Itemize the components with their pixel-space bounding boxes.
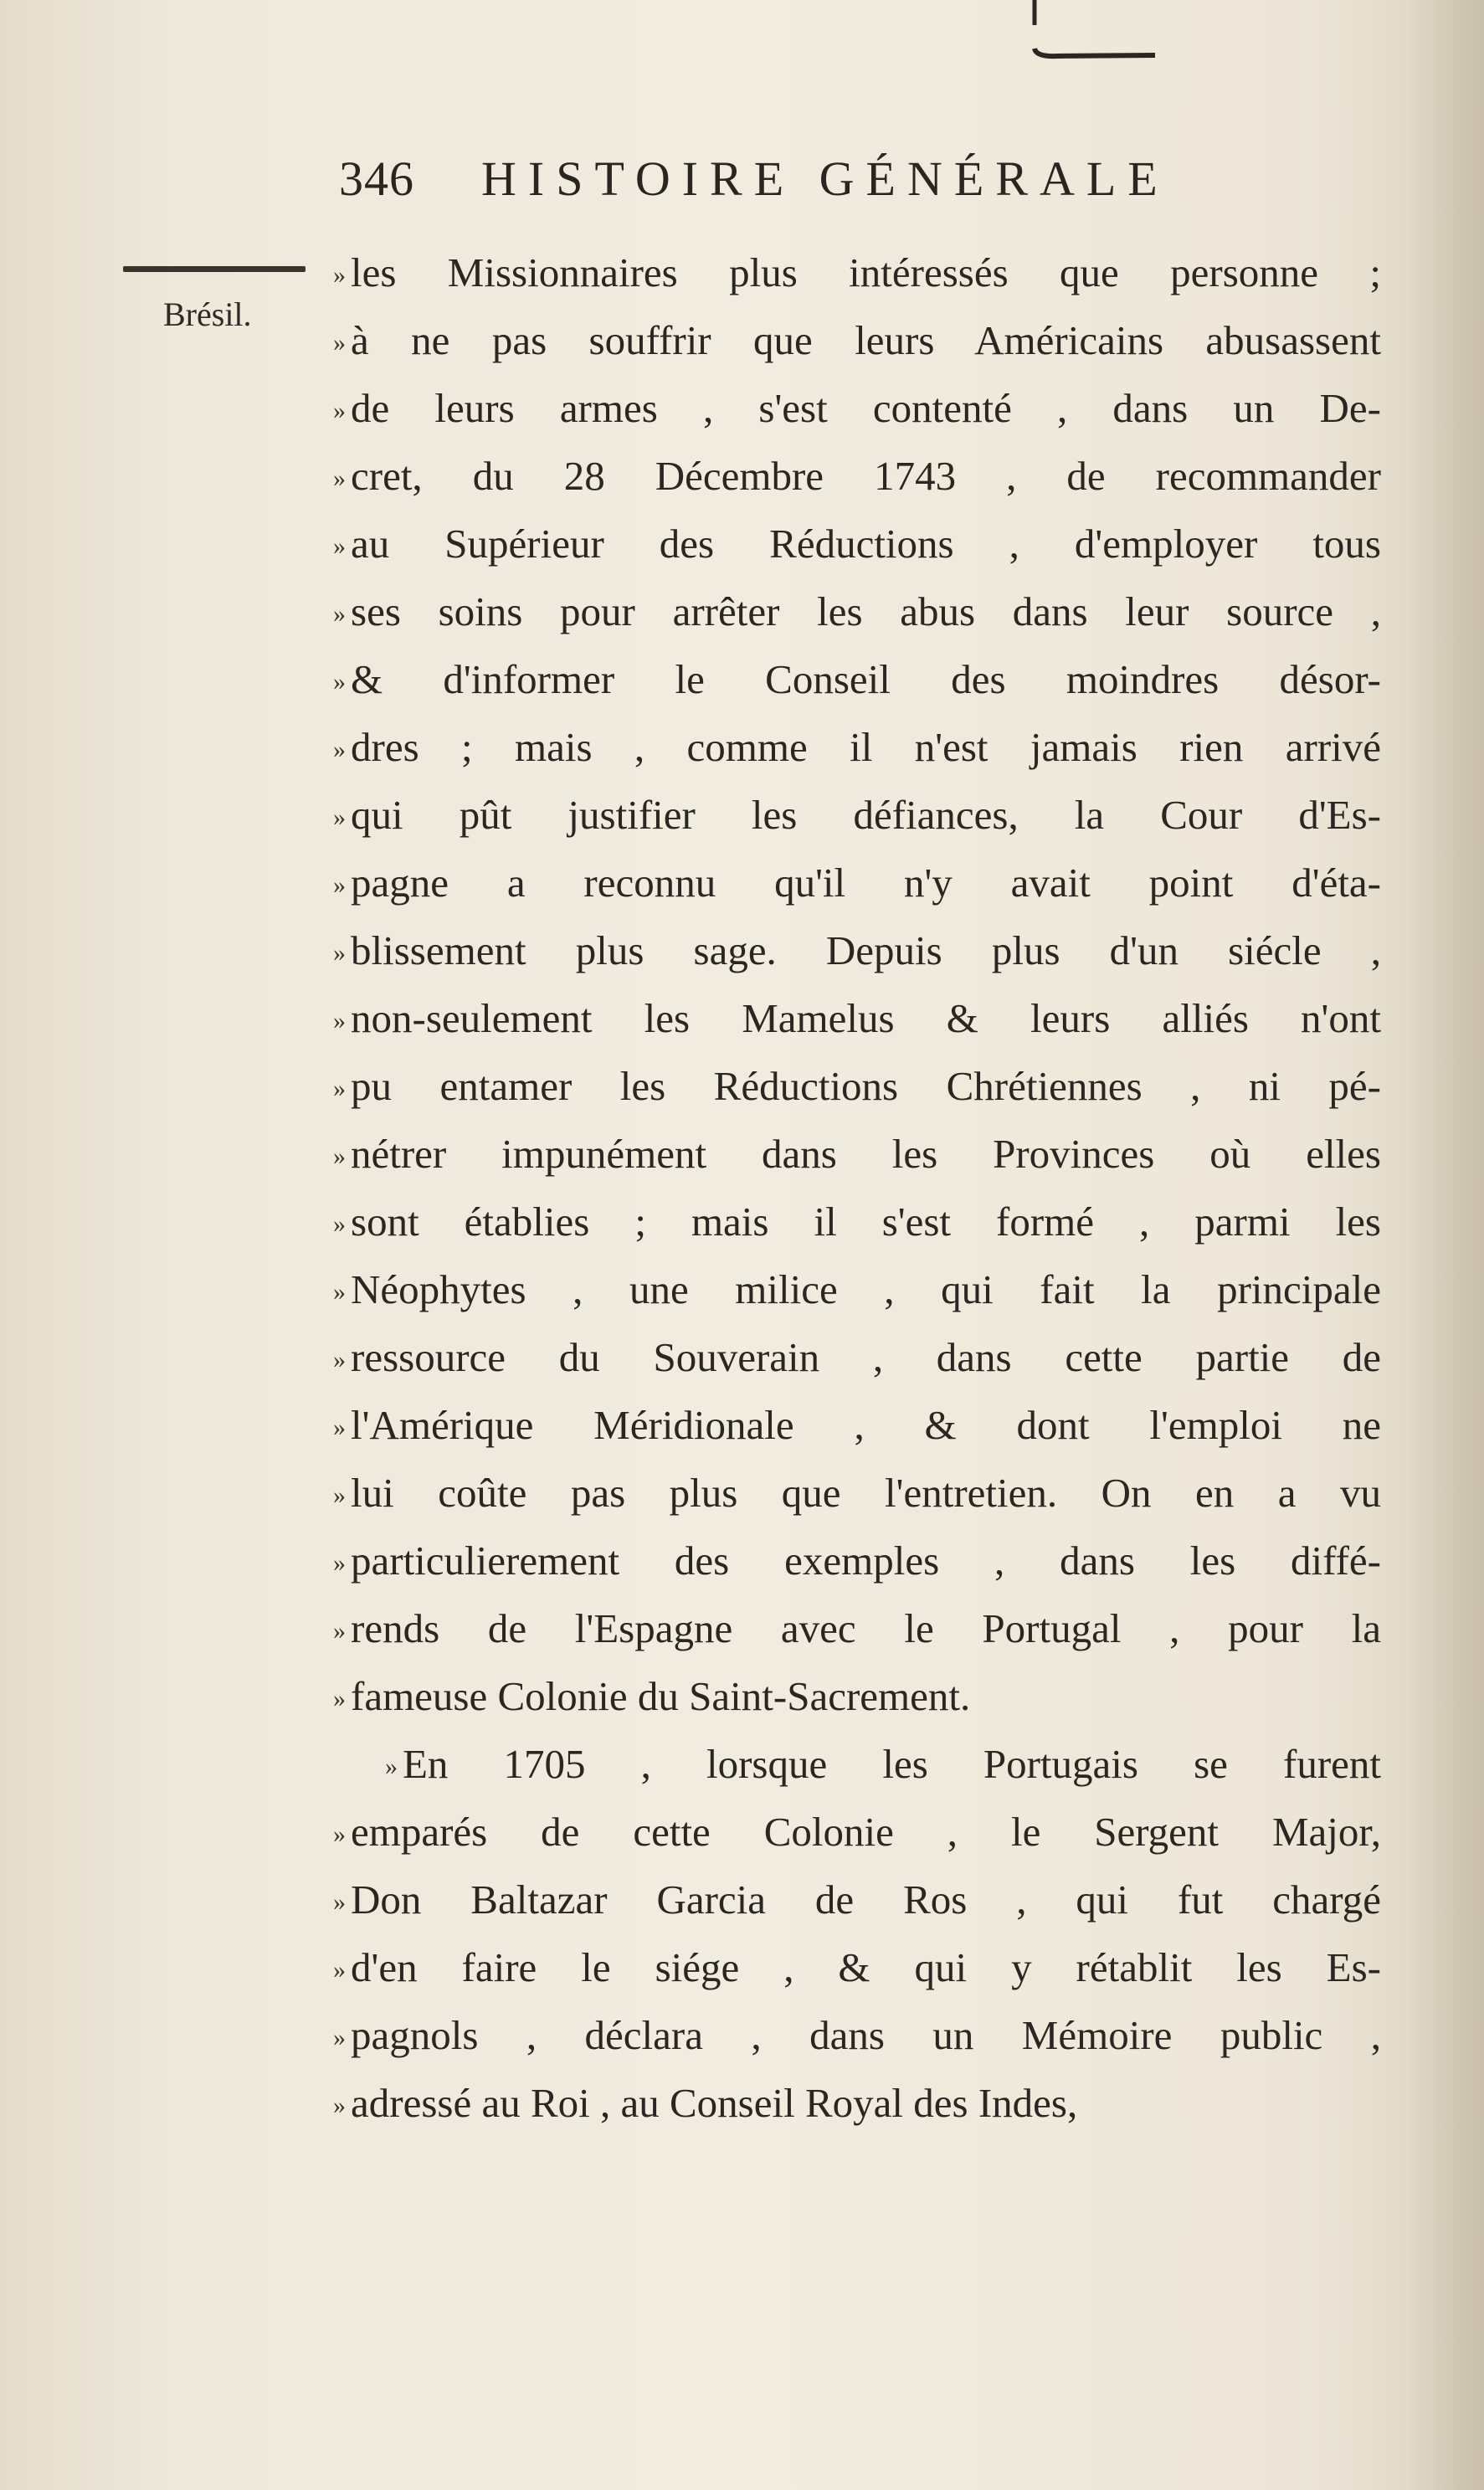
line-text: sont établies ; mais il s'est formé , parmi les — [351, 1199, 1381, 1245]
quote-mark: » — [333, 1346, 346, 1373]
text-line — [333, 1391, 1381, 1459]
line-text: ressource du Souverain , dans cette partie de — [351, 1334, 1381, 1380]
quote-mark: » — [333, 600, 346, 628]
quote-mark: » — [333, 465, 346, 492]
line-text: nétrer impunément dans les Provinces où elles — [351, 1131, 1381, 1177]
text-line — [333, 1798, 1381, 1866]
margin-note: Brésil. — [163, 295, 252, 333]
quote-mark: » — [333, 871, 346, 899]
text-line — [333, 510, 1381, 578]
text-line — [333, 984, 1381, 1052]
text-line — [333, 239, 1381, 306]
text-line — [333, 1594, 1381, 1662]
text-line — [333, 645, 1381, 713]
line-text: l'Amérique Méridionale , & dont l'emploi ne — [351, 1402, 1381, 1448]
line-text: ses soins pour arrêter les abus dans leur source , — [351, 588, 1381, 634]
quote-mark: » — [333, 1007, 346, 1035]
quote-mark: » — [333, 1210, 346, 1238]
line-text: Don Baltazar Garcia de Ros , qui fut chargé — [351, 1876, 1381, 1923]
quote-mark: » — [333, 1075, 346, 1102]
quote-mark: » — [333, 1685, 346, 1712]
quote-mark: » — [333, 1278, 346, 1306]
text-line — [333, 1527, 1381, 1594]
quote-mark: » — [333, 803, 346, 831]
line-text: de leurs armes , s'est contenté , dans un De- — [351, 385, 1381, 431]
line-text: & d'informer le Conseil des moindres désor- — [351, 656, 1381, 702]
quote-mark: » — [333, 939, 346, 967]
quote-mark: » — [333, 397, 346, 424]
text-line — [333, 1866, 1381, 1933]
line-text: d'en faire le siége , & qui y rétablit les Es- — [351, 1944, 1381, 1990]
quote-mark: » — [333, 2092, 346, 2119]
text-line — [333, 442, 1381, 510]
line-text: qui pût justifier les défiances, la Cour d'Es- — [351, 792, 1381, 838]
text-line — [333, 1052, 1381, 1120]
quote-mark: » — [333, 1617, 346, 1645]
quote-mark: » — [333, 1142, 346, 1170]
quote-mark: » — [333, 1549, 346, 1577]
line-text: blissement plus sage. Depuis plus d'un siécle , — [351, 927, 1381, 973]
text-line — [333, 1662, 1381, 1730]
quote-mark: » — [385, 1753, 398, 1780]
text-line — [333, 1120, 1381, 1188]
text-line — [333, 2001, 1381, 2069]
margin-rule — [123, 266, 306, 272]
quote-mark: » — [333, 532, 346, 560]
text-line — [333, 713, 1381, 781]
text-line — [333, 1730, 1381, 1798]
text-line — [333, 2069, 1381, 2137]
text-line — [333, 781, 1381, 849]
quote-mark: » — [333, 1956, 346, 1984]
text-line — [333, 306, 1381, 374]
line-text: adressé au Roi , au Conseil Royal des Indes, — [351, 2080, 1078, 2126]
line-text: à ne pas souffrir que leurs Américains abusassent — [351, 317, 1381, 363]
body-text — [333, 239, 1381, 2137]
line-text: particulierement des exemples , dans les diffé- — [351, 1538, 1381, 1584]
text-line — [333, 1255, 1381, 1323]
line-text: au Supérieur des Réductions , d'employer tous — [351, 521, 1381, 567]
line-text: dres ; mais , comme il n'est jamais rien arrivé — [351, 724, 1381, 770]
line-text: En 1705 , lorsque les Portugais se furent — [403, 1741, 1381, 1787]
quote-mark: » — [333, 1414, 346, 1441]
line-text: non-seulement les Mamelus & leurs alliés n'ont — [351, 995, 1381, 1041]
line-text: emparés de cette Colonie , le Sergent Major, — [351, 1809, 1381, 1855]
text-line — [333, 1459, 1381, 1527]
line-text: fameuse Colonie du Saint-Sacrement. — [351, 1673, 971, 1719]
text-line — [333, 374, 1381, 442]
line-text: pagne a reconnu qu'il n'y avait point d'éta- — [351, 860, 1381, 906]
line-text: rends de l'Espagne avec le Portugal , pour la — [351, 1605, 1381, 1651]
quote-mark: » — [333, 668, 346, 696]
line-text: pu entamer les Réductions Chrétiennes , ni pé- — [351, 1063, 1381, 1109]
line-text: cret, du 28 Décembre 1743 , de recommander — [351, 453, 1381, 499]
quote-mark: » — [333, 261, 346, 289]
text-line — [333, 916, 1381, 984]
line-text: Néophytes , une milice , qui fait la principale — [351, 1266, 1381, 1312]
text-line — [333, 578, 1381, 645]
quote-mark: » — [333, 736, 346, 763]
quote-mark: » — [333, 2024, 346, 2051]
line-text: pagnols , déclara , dans un Mémoire public , — [351, 2012, 1381, 2058]
binding-ink-mark — [1031, 0, 1157, 67]
page-number: 346 — [339, 151, 414, 206]
text-line — [333, 1933, 1381, 2001]
quote-mark: » — [333, 329, 346, 357]
text-line — [333, 1188, 1381, 1255]
quote-mark: » — [333, 1820, 346, 1848]
page-header — [339, 151, 1377, 218]
line-text: lui coûte pas plus que l'entretien. On en a vu — [351, 1470, 1381, 1516]
quote-mark: » — [333, 1888, 346, 1916]
running-title: HISTOIRE GÉNÉRALE — [481, 151, 1169, 206]
line-text: les Missionnaires plus intéressés que personne ; — [351, 249, 1381, 295]
text-line — [333, 1323, 1381, 1391]
quote-mark: » — [333, 1481, 346, 1509]
text-line — [333, 849, 1381, 916]
